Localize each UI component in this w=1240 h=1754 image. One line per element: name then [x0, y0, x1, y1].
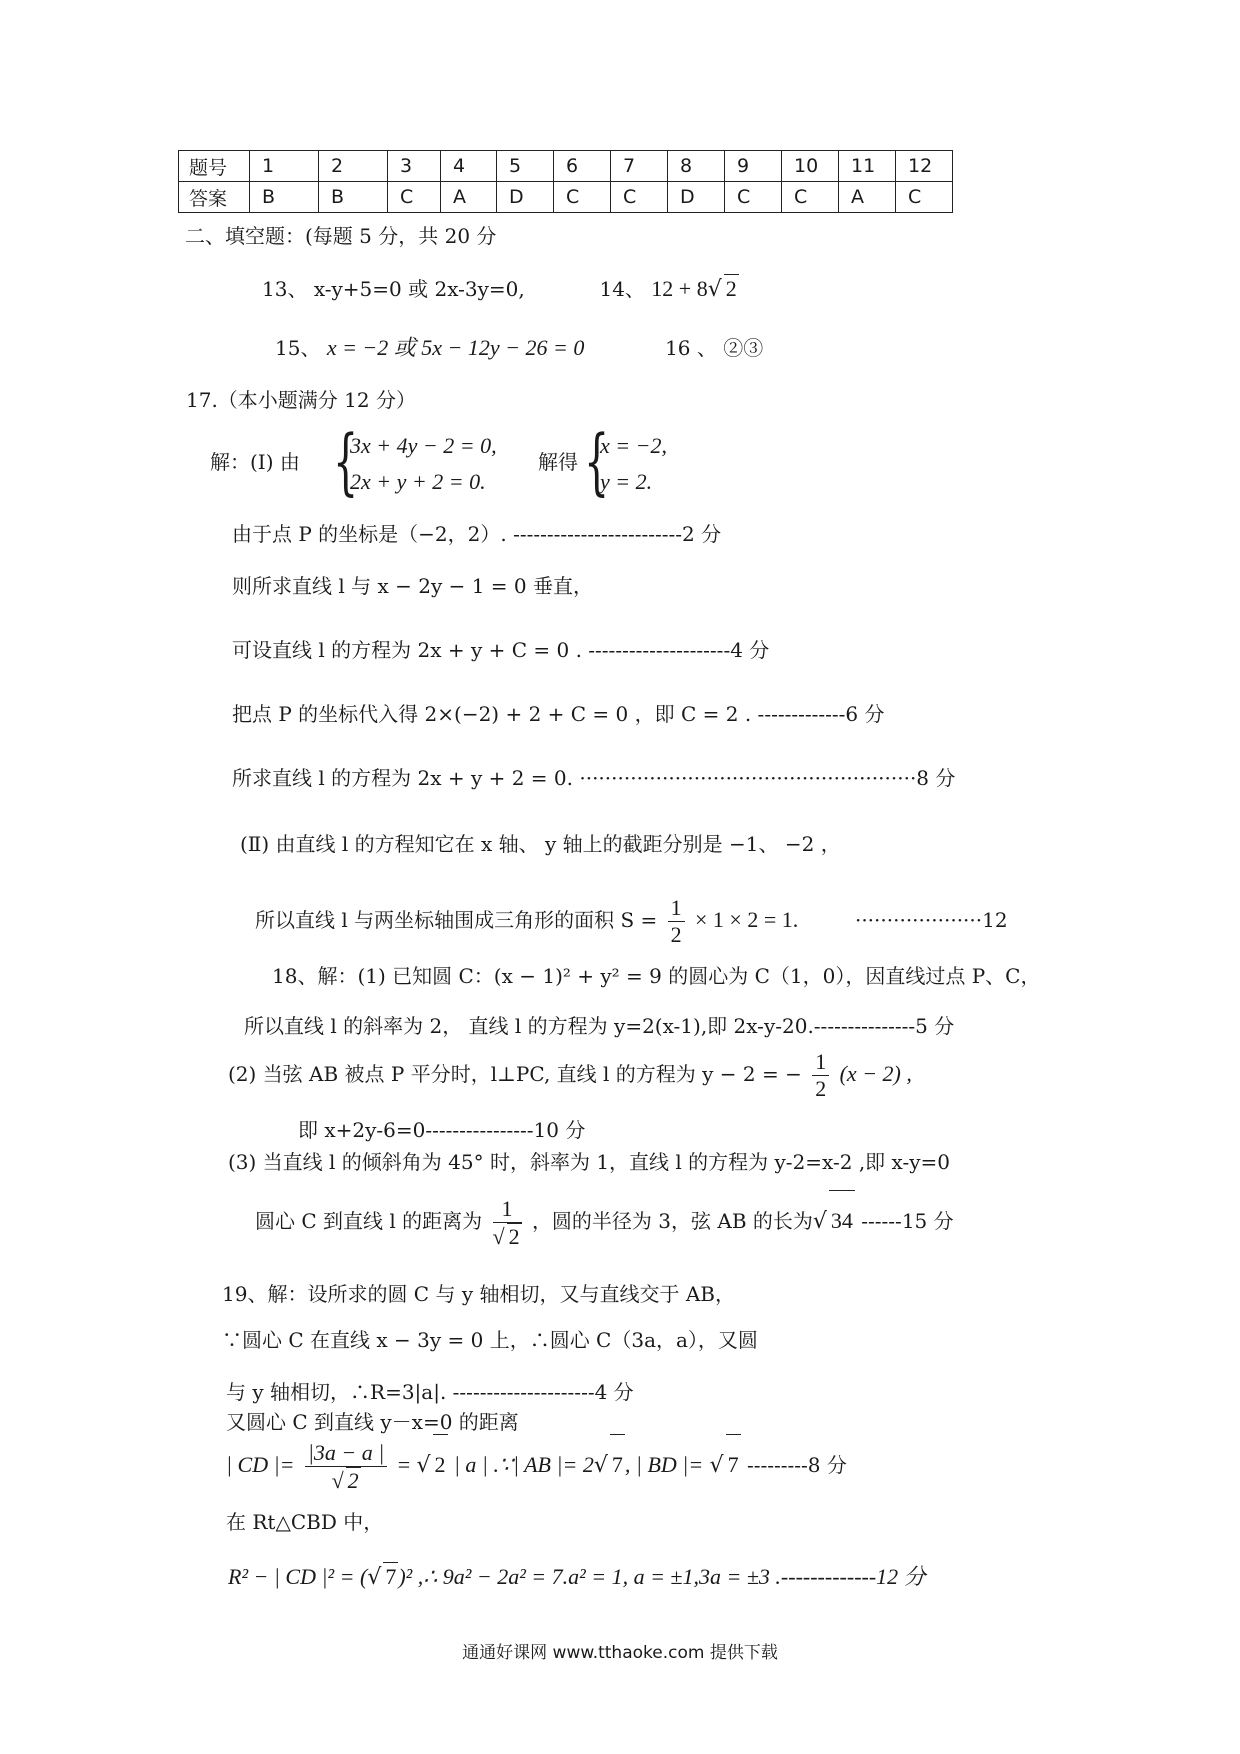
table-cell: C	[611, 182, 668, 213]
sqrt-icon: √	[707, 277, 722, 302]
q17-solve-prefix: 解：(Ⅰ) 由	[210, 450, 300, 474]
q19-line: 19、解：设所求的圆 C 与 y 轴相切，又与直线交于 AB，	[222, 1282, 735, 1306]
q17-line: 可设直线 l 的方程为 2x + y + C = 0 . ---------------------4 分	[232, 638, 770, 662]
q17-eq1: 3x + 4y − 2 = 0,	[350, 433, 497, 458]
table-cell: 1	[250, 151, 319, 182]
q17-line: 把点 P 的坐标代入得 2×(−2) + 2 + C = 0 ，即 C = 2 . -------------6 分	[232, 702, 885, 726]
fraction	[305, 1440, 387, 1494]
q18-line: 所以直线 l 的斜率为 2， 直线 l 的方程为 y=2(x-1),即 2x-y-20.---------------5 分	[244, 1014, 955, 1038]
q18-text: (2) 当弦 AB 被点 P 平分时，l⊥PC, 直线 l 的方程为 y − 2 = −	[228, 1062, 802, 1086]
answer-text: ②③	[723, 336, 764, 360]
q18-text: 圆心 C 到直线 l 的距离为	[255, 1209, 483, 1233]
q17-line: 所求直线 l 的方程为 2x + y + 2 = 0. ·····················································8 分	[232, 766, 956, 790]
table-head-number: 题号	[179, 151, 250, 182]
q17-eq2: 2x + y + 2 = 0.	[350, 469, 486, 494]
answer-label: 16 、	[665, 336, 717, 360]
table-cell: 2	[319, 151, 388, 182]
fraction	[668, 895, 685, 948]
q19-text: | a | .∵| AB |= 2	[453, 1452, 594, 1477]
q19-line: 与 y 轴相切，∴R=3|a|. ---------------------4 分	[226, 1380, 634, 1404]
q19-text: | CD |=	[226, 1452, 295, 1477]
table-cell: 11	[839, 151, 896, 182]
brace-icon: {	[333, 419, 359, 503]
table-cell: D	[497, 182, 554, 213]
q17-solve-word: 解得	[538, 450, 578, 474]
q19-text: R² − | CD |² = (	[228, 1564, 368, 1589]
table-cell: 7	[611, 151, 668, 182]
fraction	[812, 1049, 829, 1102]
denominator: 2	[815, 1076, 827, 1101]
sqrt-icon: √	[492, 1223, 505, 1249]
q18-text: (x − 2) ,	[839, 1061, 912, 1086]
section-title: 二、填空题：(每题 5 分，共 20 分	[185, 224, 497, 248]
answer-label: 13、	[262, 277, 308, 301]
answer-text: x = −2 或 5x − 12y − 26 = 0	[326, 335, 585, 360]
table-cell: C	[782, 182, 839, 213]
q19-line: 又圆心 C 到直线 y－x=0 的距离	[226, 1410, 519, 1434]
q18-text: ，圆的半径为 3，弦 AB 的长为	[531, 1209, 813, 1233]
table-cell: 12	[896, 151, 953, 182]
q19-text: =	[397, 1452, 411, 1477]
score: ····················12	[854, 908, 1008, 932]
q19-text: )² ,∴ 9a² − 2a² = 7.a² = 1, a = ±1,3a = ±3 .-------------12 分	[398, 1564, 926, 1589]
table-cell: 6	[554, 151, 611, 182]
q19-final	[228, 1562, 926, 1592]
table-cell: C	[896, 182, 953, 213]
answer-table	[178, 150, 953, 213]
q17-sol2: y = 2.	[600, 469, 653, 494]
q17-line: 由于点 P 的坐标是（−2，2）. -------------------------2 分	[232, 522, 722, 546]
radicand: 7	[610, 1434, 625, 1495]
radicand: 2	[725, 276, 737, 301]
answer-13	[262, 274, 739, 304]
answer-label: 15、	[275, 336, 321, 360]
q18-line: (3) 当直线 l 的倾斜角为 45° 时，斜率为 1，直线 l 的方程为 y-2=x-2 ,即 x-y=0	[228, 1150, 951, 1174]
sqrt-icon: √	[367, 1565, 382, 1590]
q19-line: 在 Rt△CBD 中，	[226, 1510, 384, 1534]
numerator: |3a − a |	[305, 1440, 387, 1467]
radicand: 7	[385, 1564, 397, 1589]
sqrt-icon: √	[331, 1467, 344, 1493]
q17-area-text: × 1 × 2 = 1.	[695, 907, 799, 932]
answer-label: 14、	[599, 277, 645, 301]
score: ---------8 分	[746, 1453, 847, 1477]
denominator: 2	[670, 922, 682, 947]
q17-line: 则所求直线 l 与 x − 2y − 1 = 0 垂直，	[232, 574, 593, 598]
table-row	[179, 182, 953, 213]
sqrt-icon: √	[812, 1209, 827, 1234]
fraction	[493, 1196, 522, 1250]
q17-line: (Ⅱ) 由直线 l 的方程知它在 x 轴、 y 轴上的截距分别是 −1、 −2 ，	[240, 832, 841, 856]
numerator: 1	[668, 895, 685, 922]
footer-text: 通通好课网 www.tthaoke.com 提供下载	[462, 1643, 778, 1663]
q18-part2	[228, 1046, 912, 1102]
table-cell: A	[839, 182, 896, 213]
table-cell: A	[441, 182, 497, 213]
radicand: 2	[508, 1223, 520, 1249]
denominator	[305, 1467, 387, 1494]
q18-part3	[255, 1190, 954, 1252]
table-cell: B	[319, 182, 388, 213]
q17-sol1: x = −2,	[600, 433, 667, 458]
table-cell: B	[250, 182, 319, 213]
q17-title: 17.（本小题满分 12 分）	[186, 388, 416, 412]
table-cell: 8	[668, 151, 725, 182]
table-head-answer: 答案	[179, 182, 250, 213]
answer-15	[275, 334, 763, 362]
q19-text: , | BD |=	[624, 1452, 704, 1477]
q19-line: ∵圆心 C 在直线 x − 3y = 0 上，∴圆心 C（3a，a），又圆	[222, 1328, 758, 1352]
table-cell: C	[554, 182, 611, 213]
q17-area-line	[255, 892, 1008, 948]
radicand: 34	[829, 1190, 855, 1251]
radicand: 7	[726, 1434, 741, 1495]
table-cell: 5	[497, 151, 554, 182]
numerator: 1	[812, 1049, 829, 1076]
answer-text: 12 + 8	[651, 276, 708, 301]
denominator	[493, 1223, 522, 1250]
table-cell: D	[668, 182, 725, 213]
q19-distance	[226, 1434, 847, 1496]
answer-text: x-y+5=0 或 2x-3y=0,	[313, 277, 525, 301]
q17-area-text: 所以直线 l 与两坐标轴围成三角形的面积 S =	[255, 908, 658, 932]
table-row	[179, 151, 953, 182]
brace-icon: {	[584, 419, 610, 503]
table-cell: C	[725, 182, 782, 213]
radicand: 2	[433, 1434, 448, 1495]
table-cell: 3	[388, 151, 441, 182]
sqrt-icon: √	[709, 1453, 724, 1478]
score: ------15 分	[861, 1209, 954, 1233]
table-cell: 4	[441, 151, 497, 182]
table-cell: 10	[782, 151, 839, 182]
sqrt-icon: √	[593, 1453, 608, 1478]
radicand: 2	[347, 1467, 359, 1493]
numerator: 1	[493, 1196, 522, 1223]
sqrt-icon: √	[416, 1453, 431, 1478]
table-cell: 9	[725, 151, 782, 182]
q18-line: 18、解：(1) 已知圆 C：(x − 1)² + y² = 9 的圆心为 C（1，0），因直线过点 P、C，	[272, 964, 1041, 988]
table-cell: C	[388, 182, 441, 213]
q18-line: 即 x+2y-6=0----------------10 分	[298, 1118, 586, 1142]
